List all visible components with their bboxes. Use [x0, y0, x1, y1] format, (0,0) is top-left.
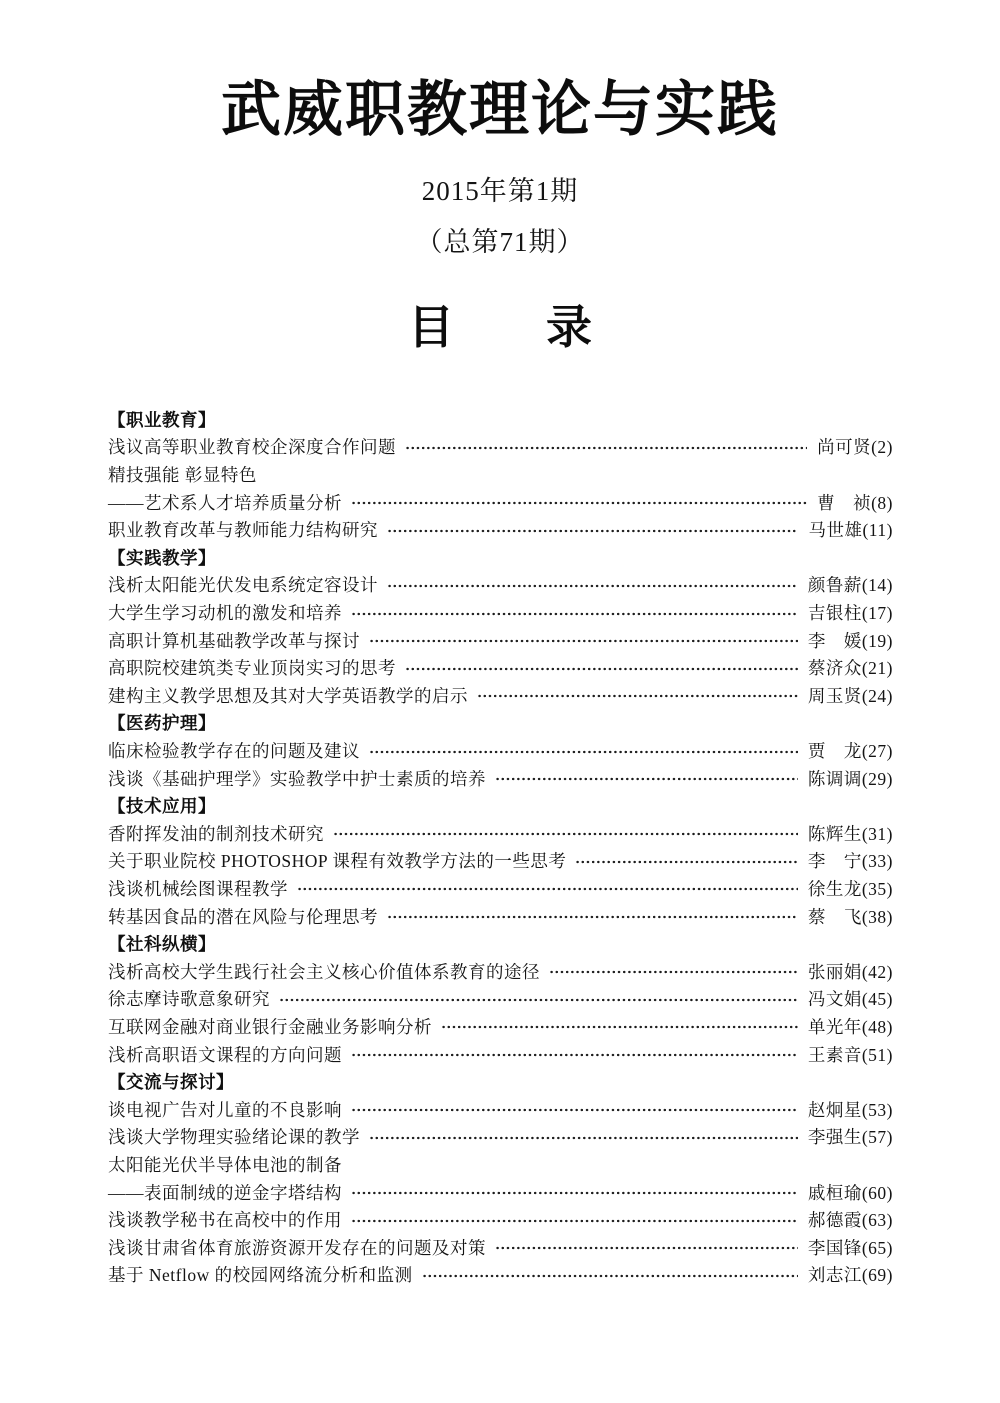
toc-entry [108, 985, 893, 1013]
toc-entry [108, 682, 893, 710]
entry-author-page [808, 1207, 893, 1232]
dot-leader [495, 1241, 798, 1255]
entry-page: (35) [861, 878, 893, 899]
entry-page: (53) [861, 1099, 893, 1120]
dot-leader [369, 634, 798, 648]
entry-author: 陈辉生 [807, 823, 862, 844]
entry-page: (42) [861, 961, 893, 982]
entry-page: (48) [861, 1016, 893, 1037]
entry-author: 张丽娟 [807, 961, 862, 982]
dot-leader [351, 1214, 798, 1228]
toc-list [108, 406, 893, 1289]
dot-leader [279, 993, 798, 1007]
entry-author-page [808, 986, 893, 1011]
dot-leader [333, 827, 798, 841]
entry-author: 尚可贤 [817, 437, 872, 458]
entry-author: 李强生 [807, 1127, 862, 1148]
toc-entry [108, 488, 893, 516]
entry-author: 陈调调 [807, 768, 862, 789]
entry-author-page [808, 821, 893, 846]
toc-entry [108, 875, 893, 903]
toc-entry [108, 599, 893, 627]
entry-page: (11) [862, 520, 893, 541]
entry-page: (57) [861, 1127, 893, 1148]
dot-leader [297, 882, 798, 896]
dot-leader [387, 910, 798, 924]
entry-author: 徐生龙 [807, 878, 862, 899]
entry-page: (45) [861, 989, 893, 1010]
entry-title: 职业教育改革与教师能力结构研究 [108, 520, 378, 541]
entry-author: 郝德霞 [807, 1210, 862, 1231]
toc-section-label: 【职业教育】 [108, 409, 216, 430]
issue-line: 2015年第1期 [421, 176, 579, 206]
toc-entry [108, 1013, 893, 1041]
toc-section-label: 【交流与探讨】 [108, 1072, 234, 1093]
entry-author-page [808, 628, 893, 653]
entry-title: 浅析高校大学生践行社会主义核心价值体系教育的途径 [108, 961, 540, 982]
entry-author: 刘志江 [807, 1265, 862, 1286]
dot-leader [351, 1048, 798, 1062]
entry-page: (8) [871, 492, 893, 513]
toc-entry [108, 1178, 893, 1206]
entry-author-page [817, 490, 893, 515]
entry-page: (33) [861, 851, 893, 872]
entry-author: 李 媛 [807, 630, 862, 651]
entry-page: (24) [861, 685, 893, 706]
entry-author-page [808, 738, 893, 763]
entry-author-page [808, 904, 893, 929]
entry-page: (51) [861, 1044, 893, 1065]
volume-line: （总第71期） [415, 227, 585, 257]
entry-title: 浅谈甘肃省体育旅游资源开发存在的问题及对策 [108, 1237, 486, 1258]
toc-entry-continuation [108, 461, 893, 489]
entry-author: 李 宁 [807, 851, 862, 872]
entry-author: 马世雄 [808, 520, 863, 541]
dot-leader [351, 1186, 798, 1200]
entry-title: 浅谈教学秘书在高校中的作用 [108, 1210, 342, 1231]
entry-page: (2) [871, 437, 893, 458]
entry-author: 蔡 飞 [807, 906, 862, 927]
entry-page: (17) [861, 603, 893, 624]
entry-author: 颜鲁薪 [807, 575, 862, 596]
entry-title: 高职计算机基础教学改革与探讨 [108, 630, 360, 651]
entry-author-page [808, 683, 893, 708]
entry-page: (21) [861, 658, 893, 679]
entry-page: (69) [861, 1265, 893, 1286]
toc-entry [108, 516, 893, 544]
entry-title: 谈电视广告对儿童的不良影响 [108, 1099, 342, 1120]
entry-author: 周玉贤 [807, 685, 862, 706]
entry-title: 关于职业院校 PHOTOSHOP 课程有效教学方法的一些思考 [108, 851, 567, 872]
entry-author-page [808, 1042, 893, 1067]
entry-page: (65) [861, 1237, 893, 1258]
entry-author: 赵炯星 [807, 1099, 862, 1120]
dot-leader [387, 579, 798, 593]
dot-leader [351, 1103, 798, 1117]
toc-section-label: 【技术应用】 [108, 796, 216, 817]
entry-author: 王素音 [807, 1044, 862, 1065]
entry-title: 临床检验教学存在的问题及建议 [108, 741, 360, 762]
toc-entry [108, 433, 893, 461]
entry-author-page [808, 1097, 893, 1122]
entry-author-page [808, 517, 893, 542]
entry-author-page [808, 1180, 893, 1205]
dot-leader [369, 1131, 798, 1145]
toc-entry [108, 1095, 893, 1123]
entry-title: 浅谈机械绘图课程教学 [108, 878, 288, 899]
entry-title: 徐志摩诗歌意象研究 [108, 989, 270, 1010]
entry-page: (63) [861, 1210, 893, 1231]
entry-author: 曹 祯 [817, 492, 872, 513]
dot-leader [575, 855, 797, 869]
toc-section-label: 【社科纵横】 [108, 934, 216, 955]
entry-title: 互联网金融对商业银行金融业务影响分析 [108, 1016, 432, 1037]
entry-page: (19) [861, 630, 893, 651]
toc-entry [108, 1040, 893, 1068]
entry-title: 浅谈大学物理实验绪论课的教学 [108, 1127, 360, 1148]
toc-entry [108, 764, 893, 792]
entry-author: 冯文娟 [807, 989, 862, 1010]
entry-author-page [808, 600, 893, 625]
entry-author-page [808, 1235, 893, 1260]
entry-author-page [817, 434, 893, 459]
entry-page: (14) [861, 575, 893, 596]
entry-author-page [808, 1124, 893, 1149]
dot-leader [369, 745, 798, 759]
toc-entry [108, 737, 893, 765]
toc-entry [108, 820, 893, 848]
dot-leader [351, 496, 807, 510]
dot-leader [387, 524, 798, 538]
entry-page: (38) [861, 906, 893, 927]
entry-title: 大学生学习动机的激发和培养 [108, 603, 342, 624]
toc-section-label: 【医药护理】 [108, 713, 216, 734]
toc-entry [108, 1233, 893, 1261]
entry-title: 香附挥发油的制剂技术研究 [108, 823, 324, 844]
entry-author-page [808, 1014, 893, 1039]
entry-author-page [808, 572, 893, 597]
toc-entry [108, 654, 893, 682]
entry-author-page [808, 876, 893, 901]
entry-author: 蔡济众 [807, 658, 862, 679]
entry-title: ——表面制绒的逆金字塔结构 [108, 1182, 342, 1203]
dot-leader [422, 1269, 798, 1283]
entry-title: 浅析高职语文课程的方向问题 [108, 1044, 342, 1065]
toc-entry [108, 1123, 893, 1151]
entry-author: 吉银柱 [807, 603, 862, 624]
toc-entry [108, 957, 893, 985]
toc-entry [108, 1206, 893, 1234]
toc-entry [108, 847, 893, 875]
toc-entry [108, 626, 893, 654]
entry-page: (27) [861, 741, 893, 762]
dot-leader [405, 662, 798, 676]
toc-entry [108, 571, 893, 599]
entry-title: 转基因食品的潜在风险与伦理思考 [108, 906, 378, 927]
entry-author-page [808, 655, 893, 680]
entry-author-page [808, 959, 893, 984]
entry-page: (29) [861, 768, 893, 789]
toc-entry-continuation [108, 1151, 893, 1179]
entry-author: 贾 龙 [807, 741, 862, 762]
entry-author: 李国锋 [807, 1237, 862, 1258]
dot-leader [477, 689, 798, 703]
entry-page: (60) [861, 1182, 893, 1203]
entry-author-page [808, 1262, 893, 1287]
toc-heading: 目 录 [408, 302, 592, 353]
entry-title: 高职院校建筑类专业顶岗实习的思考 [108, 658, 396, 679]
journal-title: 武威职教理论与实践 [221, 77, 779, 143]
toc-section-label: 【实践教学】 [108, 547, 216, 568]
entry-title: ——艺术系人才培养质量分析 [108, 492, 342, 513]
entry-title-line1: 太阳能光伏半导体电池的制备 [108, 1154, 342, 1175]
dot-leader [495, 772, 798, 786]
entry-page: (31) [861, 823, 893, 844]
entry-author-page [808, 848, 893, 873]
toc-entry [108, 902, 893, 930]
entry-title: 基于 Netflow 的校园网络流分析和监测 [108, 1265, 413, 1286]
entry-author: 戚桓瑜 [807, 1182, 862, 1203]
dot-leader [441, 1020, 798, 1034]
dot-leader [405, 441, 807, 455]
toc-entry [108, 1261, 893, 1289]
entry-title: 浅议高等职业教育校企深度合作问题 [108, 437, 396, 458]
entry-title: 浅谈《基础护理学》实验教学中护士素质的培养 [108, 768, 486, 789]
entry-author-page [808, 766, 893, 791]
entry-title: 建构主义教学思想及其对大学英语教学的启示 [108, 685, 468, 706]
entry-title: 浅析太阳能光伏发电系统定容设计 [108, 575, 378, 596]
entry-author: 单光年 [807, 1016, 862, 1037]
entry-title-line1: 精技强能 彰显特色 [108, 465, 257, 486]
dot-leader [549, 965, 798, 979]
dot-leader [351, 607, 798, 621]
